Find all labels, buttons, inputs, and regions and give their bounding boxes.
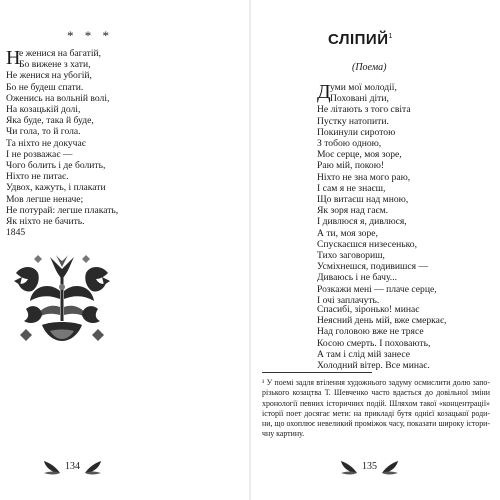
- footnote: [262, 378, 490, 440]
- dropcap: Д: [317, 81, 331, 103]
- poem-line: Не женися на убогій,: [6, 70, 92, 82]
- poem-line: Що витаєш над мною,: [317, 194, 409, 206]
- poem-line: Удвох, кажуть, і плакати: [6, 182, 106, 194]
- poem-line: На козацькій долі,: [6, 104, 81, 116]
- poem-line: Мов легше неначе;: [6, 193, 84, 205]
- page-number-right: [337, 457, 402, 475]
- poem-line: Усміхнешся, подивишся —: [317, 261, 429, 273]
- poem-line: е женися на багатій,: [19, 48, 102, 59]
- poem-line: І дивлюся я, дивлюся,: [317, 216, 407, 228]
- footnote-line: різького козацтва Т. Шевченко часто вдається до довільної зміни: [262, 388, 490, 398]
- poem-line: Розкажи мені — плаче серце,: [317, 283, 437, 295]
- poem-line: Раю мій, покою!: [317, 160, 385, 172]
- poem-line: Як зоря над гаєм.: [317, 205, 389, 217]
- poem-line: Пустку натопити.: [317, 115, 389, 127]
- poem-line: Покинули сиротою: [317, 126, 396, 138]
- poem-line: уми мої молодії,: [330, 82, 397, 93]
- footnote-line: ни, що охоплює невеликий проміжок часу, показати широку істори-: [262, 419, 490, 429]
- folk-ornament-icon: [12, 251, 112, 356]
- poem-subtitle: (Поема): [352, 62, 387, 73]
- leaf-ornament-icon: [83, 457, 105, 475]
- page-number-left: [40, 457, 105, 475]
- poem-stanza-2: [317, 304, 446, 371]
- dropcap: Н: [6, 47, 21, 69]
- page-number: 134: [65, 460, 80, 472]
- poem-line: Холодний вітер. Все минає.: [317, 360, 430, 372]
- poem-line: Бо не будеш спати.: [6, 81, 84, 93]
- leaf-ornament-icon: [337, 457, 359, 475]
- poem-line: Та ніхто не докучає: [6, 137, 86, 149]
- poem-line: Не потурай: легше плакать,: [6, 204, 119, 216]
- poem-title: [328, 31, 393, 48]
- poem-line: Тихо заговориш,: [317, 250, 385, 262]
- poem-line: Ніхто не питає.: [6, 171, 69, 183]
- poem-line: Неясний день мій, вже смеркає,: [317, 315, 447, 327]
- footnote-line: ¹ У поемі задля втілення художнього задуму осмислити долю запо-: [262, 378, 490, 387]
- section-separator: * * *: [67, 28, 113, 43]
- footnote-mark: 1: [388, 33, 393, 40]
- footnote-rule: [262, 372, 372, 373]
- poem-line: Не літають з того світа: [317, 104, 411, 116]
- poem-line: Як ніхто не бачить.: [6, 216, 85, 228]
- poem-line: Яка буде, така й буде,: [6, 115, 94, 127]
- poem-line: І очі заплачуть.: [317, 294, 380, 306]
- leaf-ornament-icon: [380, 457, 402, 475]
- footnote-line: історії поет досягає мети: на прикладі бутя однієї козацької роди-: [262, 408, 490, 418]
- poem-line: Спускаєшся низесенько,: [317, 238, 418, 250]
- poem-line: Ніхто не зна мого раю,: [317, 171, 411, 183]
- poem-line: Спасибі, зіронько! минає: [317, 304, 420, 315]
- poem-line: Моє серце, моя зоре,: [317, 149, 402, 161]
- poem-text: [6, 48, 118, 238]
- page-number: 135: [362, 460, 377, 472]
- leaf-ornament-icon: [40, 457, 62, 475]
- poem-line: Поховані діти,: [330, 93, 389, 105]
- poem-line: З тобою одною,: [317, 138, 382, 150]
- footnote-line: хронології певних історичних подій. Шляхом такої «концентрації»: [262, 398, 490, 408]
- poem-line: І сам я не знаєш,: [317, 182, 386, 194]
- poem-line: А там і слід мій занесе: [317, 348, 411, 360]
- poem-line: А ти, моя зоре,: [317, 227, 378, 239]
- poem-year: 1845: [6, 227, 26, 239]
- poem-line: Чи гола, то й гола.: [6, 126, 81, 138]
- poem-line: Косою смерть. І поховають,: [317, 337, 431, 349]
- poem-line: Оженись на вольній волі,: [6, 92, 110, 104]
- poem-line: Бо вижене з хати,: [19, 59, 91, 71]
- poem-stanza-1: [317, 82, 437, 306]
- poem-title-text: СЛІПИЙ: [328, 31, 389, 48]
- right-page: [250, 0, 500, 500]
- poem-line: Чого болить і де болить,: [6, 160, 106, 172]
- poem-line: Над головою вже не трясе: [317, 326, 424, 338]
- poem-line: Диваюсь і не бачу...: [317, 272, 398, 284]
- poem-line: І не розважає —: [6, 148, 73, 160]
- footnote-line: чну картину.: [262, 429, 305, 439]
